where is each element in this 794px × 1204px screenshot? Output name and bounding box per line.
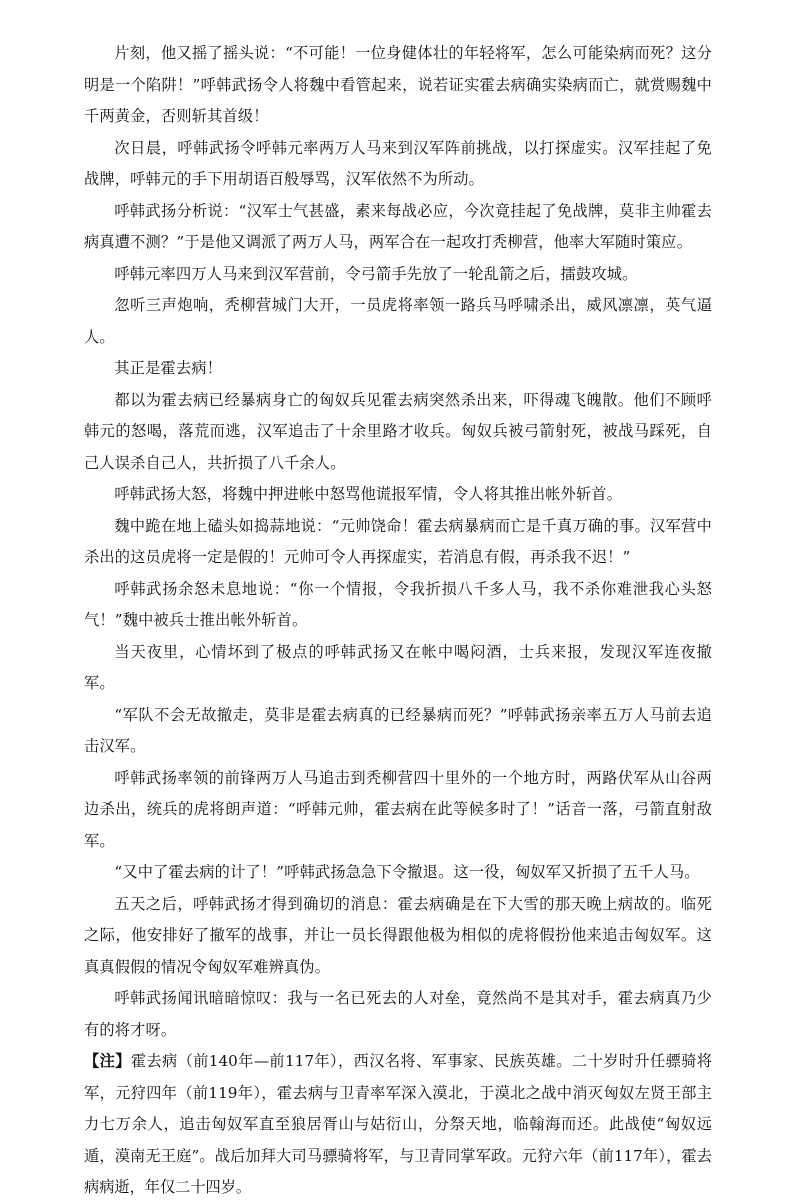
paragraph: 都以为霍去病已经暴病身亡的匈奴兵见霍去病突然杀出来，吓得魂飞魄散。他们不顾呼韩元的怒喝，落荒而逃，汉军追击了十余里路才收兵。匈奴兵被弓箭射死，被战马踩死，自己人误杀自己人，共折损了八千余人。 [84,390,712,472]
paragraph: 呼韩武扬率领的前锋两万人马追击到秃柳营四十里外的一个地方时，两路伏军从山谷两边杀出，统兵的虎将朗声道：“呼韩元帅，霍去病在此等候多时了！”话音一落，弓箭直射敌军。 [84,768,712,850]
paragraph: 魏中跪在地上磕头如捣蒜地说：“元帅饶命！霍去病暴病而亡是千真万确的事。汉军营中杀出的这员虎将一定是假的！元帅可令人再探虚实，若消息有假，再杀我不迟！” [84,516,712,566]
paragraph: 片刻，他又摇了摇头说：“不可能！一位身健体壮的年轻将军，怎么可能染病而死？这分明是一个陷阱！”呼韩武扬令人将魏中看管起来，说若证实霍去病确实染病而亡，就赏赐魏中千两黄金，否则斩其首级！ [84,44,712,125]
paragraph: 当天夜里，心情坏到了极点的呼韩武扬又在帐中喝闷酒，士兵来报，发现汉军连夜撤军。 [84,642,712,692]
paragraph: “军队不会无故撤走，莫非是霍去病真的已经暴病而死？”呼韩武扬亲率五万人马前去追击汉军。 [84,705,712,755]
paragraph: 呼韩武扬余怒未息地说：“你一个情报，令我折损八千多人马，我不杀你难泄我心头怒气！”魏中被兵士推出帐外斩首。 [84,579,712,629]
footnote [84,1046,712,1204]
paragraph: 呼韩武扬大怒，将魏中押进帐中怒骂他谎报军情，令人将其推出帐外斩首。 [114,485,623,503]
paragraph: “又中了霍去病的计了！”呼韩武扬急急下令撤退。这一役，匈奴军又折损了五千人马。 [114,863,700,881]
footnote-tag: 【注】 [84,1052,131,1070]
paragraph: 忽听三声炮响，秃柳营城门大开，一员虎将率领一路兵马呼啸杀出，威风凛凛，英气逼人。 [84,296,712,346]
paragraph: 五天之后，呼韩武扬才得到确切的消息：霍去病确是在下大雪的那天晚上病故的。临死之际，他安排好了撤军的战事，并让一员长得跟他极为相似的虎将假扮他来追击匈奴军。这真真假假的情况令匈奴军难辨真伪。 [84,894,712,976]
paragraph: 呼韩武扬分析说：“汉军士气甚盛，素来每战必应，今次竟挂起了免战牌，莫非主帅霍去病真遭不测？”于是他又调派了两万人马，两军合在一起攻打秃柳营，他率大军随时策应。 [84,201,712,251]
paragraph: 呼韩武扬闻讯暗暗惊叹：我与一名已死去的人对垒，竟然尚不是其对手，霍去病真乃少有的将才呀。 [84,989,712,1039]
footnote-text: 霍去病（前140年—前117年），西汉名将、军事家、民族英雄。二十岁时升任骠骑将军，元狩四年（前119年），霍去病与卫青率军深入漠北，于漠北之战中消灭匈奴左贤王部主力七万余人，追击匈奴军直至狼居胥山与姑衍山，分祭天地，临翰海而还。此战使“匈奴远遁，漠南无王庭”。战后加拜大司马骠骑将军，与卫青同掌军政。元狩六年（前117年），霍去病病逝，年仅二十四岁。 [84,1052,712,1196]
paragraph: 其正是霍去病！ [114,359,223,377]
paragraph: 呼韩元率四万人马来到汉军营前，令弓箭手先放了一轮乱箭之后，擂鼓攻城。 [114,264,638,283]
paragraph: 次日晨，呼韩武扬令呼韩元率两万人马来到汉军阵前挑战，以打探虚实。汉军挂起了免战牌，呼韩元的手下用胡语百般辱骂，汉军依然不为所动。 [84,138,712,188]
